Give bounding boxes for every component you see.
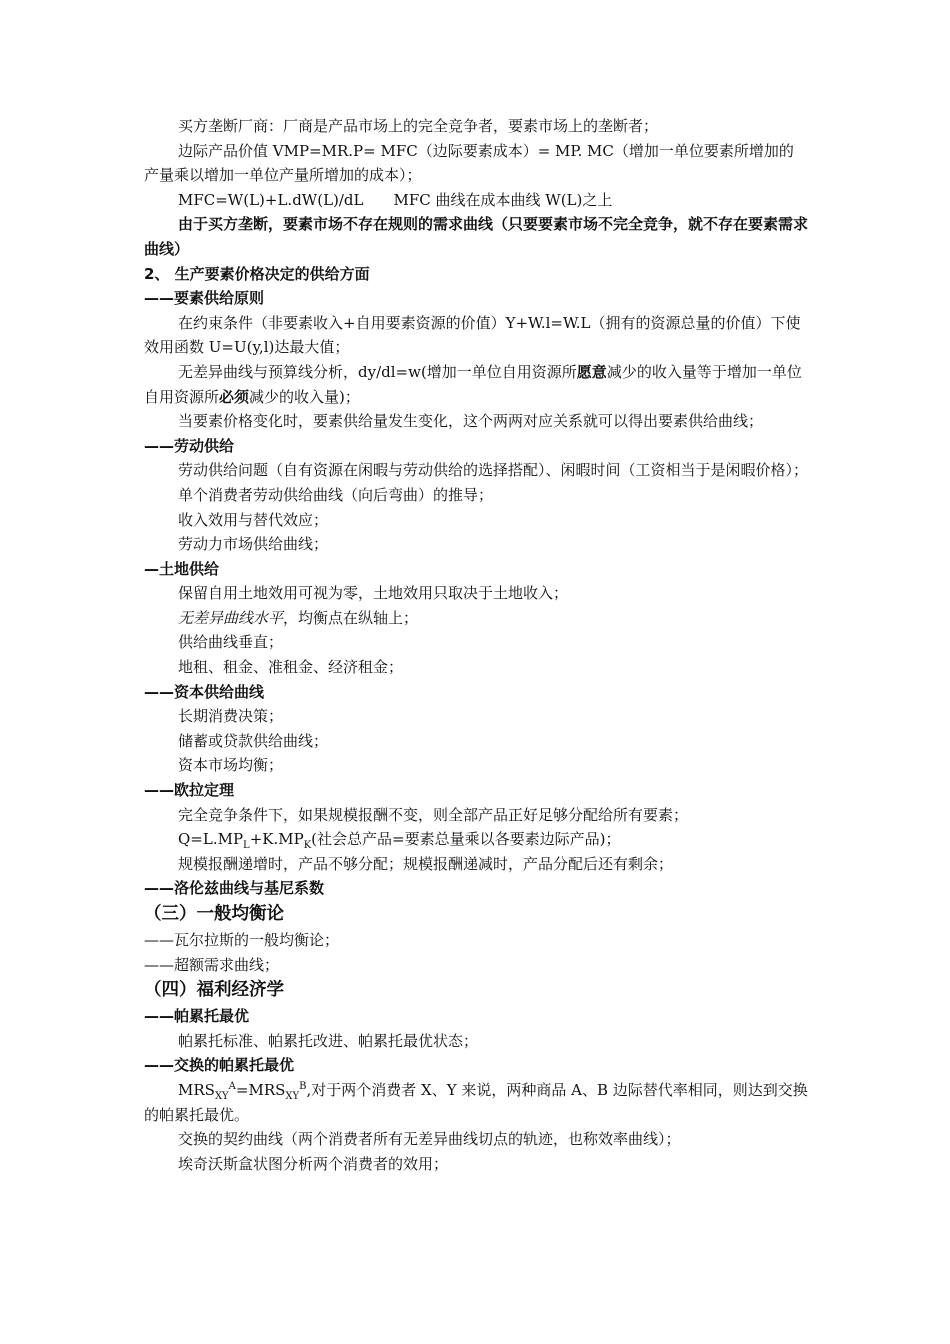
superscript: A — [228, 1080, 236, 1092]
subheading-capital-supply: ——资本供给曲线 — [144, 682, 265, 701]
paragraph-euler-formula — [144, 827, 808, 852]
text-segment: 无差异曲线与预算线分析，dy/dl=w(增加一单位自用资源所 — [178, 362, 577, 381]
section-heading-general-equilibrium: （三）一般均衡论 — [144, 904, 284, 924]
text-segment: 减少的收入量)； — [249, 387, 360, 406]
paragraph-mrs — [144, 1078, 808, 1127]
subscript: XY — [214, 1090, 229, 1102]
emphasis-willing: 愿意 — [576, 362, 607, 381]
paragraph-excess-demand: ——超额需求曲线； — [144, 955, 280, 974]
paragraph-labor-market: 劳动力市场供给曲线； — [178, 535, 329, 554]
subheading-exchange-pareto: ——交换的帕累托最优 — [144, 1056, 295, 1075]
paragraph-constraint: 在约束条件（非要素收入+自用要素资源的价值）Y+W.l=W.L（拥有的资源总量的价值）下使效用函数 U=U(y,l)达最大值； — [144, 313, 801, 357]
paragraph-returns: 规模报酬递增时，产品不够分配；规模报酬递减时，产品分配后还有剩余； — [178, 854, 674, 873]
paragraph-mfc-formula: MFC=W(L)+L.dW(L)/dL MFC 曲线在成本曲线 W(L)之上 — [178, 190, 613, 209]
page-content — [144, 114, 808, 1176]
paragraph-walras: ——瓦尔拉斯的一般均衡论； — [144, 931, 340, 949]
subheading-supply-principle: ——要素供给原则 — [144, 289, 265, 308]
section-heading-welfare: （四）福利经济学 — [144, 980, 284, 1001]
emphasis-must: 必须 — [219, 387, 250, 406]
paragraph-pareto-terms: 帕累托标准、帕累托改进、帕累托最优状态； — [178, 1031, 479, 1050]
subheading-land-supply: —土地供给 — [144, 559, 220, 578]
subheading-euler: ——欧拉定理 — [144, 781, 235, 800]
paragraph-supply-curve: 当要素价格变化时，要素供给量发生变化，这个两两对应关系就可以得出要素供给曲线； — [178, 412, 764, 431]
paragraph-monopsony: 买方垄断厂商：厂商是产品市场上的完全竞争者，要素市场上的垄断者； — [178, 117, 659, 135]
subscript: XY — [285, 1090, 300, 1102]
paragraph-euler-condition: 完全竞争条件下，如果规模报酬不变，则全部产品正好足够分配给所有要素； — [178, 805, 689, 824]
paragraph-land-indifference — [144, 606, 808, 631]
italic-text: 无差异曲线水平 — [178, 608, 284, 627]
paragraph-contract-curve: 交换的契约曲线（两个消费者所有无差异曲线切点的轨迹，也称效率曲线）； — [178, 1130, 681, 1149]
subscript: K — [303, 840, 312, 852]
subscript: L — [243, 840, 250, 852]
superscript: B — [299, 1080, 307, 1092]
subheading-pareto: ——帕累托最优 — [144, 1007, 250, 1026]
paragraph-income-effect: 收入效用与替代效应； — [178, 510, 329, 529]
paragraph-rent: 地租、租金、准租金、经济租金； — [178, 658, 404, 677]
text-segment: Q=L.MP — [178, 830, 244, 849]
paragraph-vertical-supply: 供给曲线垂直； — [178, 633, 284, 652]
text-segment: +K.MP — [249, 830, 304, 849]
paragraph-labor-curve: 单个消费者劳动供给曲线（向后弯曲）的推导； — [178, 485, 494, 504]
paragraph-land-utility: 保留自用土地效用可视为零，土地效用只取决于土地收入； — [178, 584, 569, 603]
text-segment: =MRS — [235, 1080, 286, 1099]
text-segment: ,对于两个消费者 X、Y 来说，两种商品 A、B 边际替代率相同，则达到交换的帕累托最优。 — [144, 1080, 808, 1124]
paragraph-vmp: 边际产品价值 VMP=MR.P= MFC（边际要素成本）= MP. MC（增加一单位要素所增加的产量乘以增加一单位产量所增加的成本）； — [144, 141, 794, 185]
paragraph-no-demand-curve: 由于买方垄断，要素市场不存在规则的需求曲线（只要要素市场不完全竞争，就不存在要素需求曲线） — [144, 215, 809, 258]
subheading-labor-supply: ——劳动供给 — [144, 436, 235, 455]
paragraph-labor-problem: 劳动供给问题（自有资源在闲暇与劳动供给的选择搭配）、闲暇时间（工资相当于是闲暇价格）； — [178, 461, 809, 480]
paragraph-indifference-analysis — [144, 360, 808, 409]
section-heading-supply: 2、 生产要素价格决定的供给方面 — [144, 264, 370, 283]
text-segment: 减少的收入量等于增加一单位自用资源所 — [144, 362, 802, 406]
paragraph-edgeworth: 埃奇沃斯盒状图分析两个消费者的效用； — [178, 1154, 449, 1173]
paragraph-long-term: 长期消费决策； — [178, 707, 284, 726]
text-segment: (社会总产品=要素总量乘以各要素边际产品)； — [311, 830, 621, 849]
paragraph-capital-market: 资本市场均衡； — [178, 756, 284, 775]
text-segment: MRS — [178, 1080, 215, 1099]
subheading-lorenz: ——洛伦兹曲线与基尼系数 — [144, 879, 325, 898]
text-segment: ，均衡点在纵轴上； — [283, 608, 419, 627]
paragraph-savings: 储蓄或贷款供给曲线； — [178, 731, 329, 750]
